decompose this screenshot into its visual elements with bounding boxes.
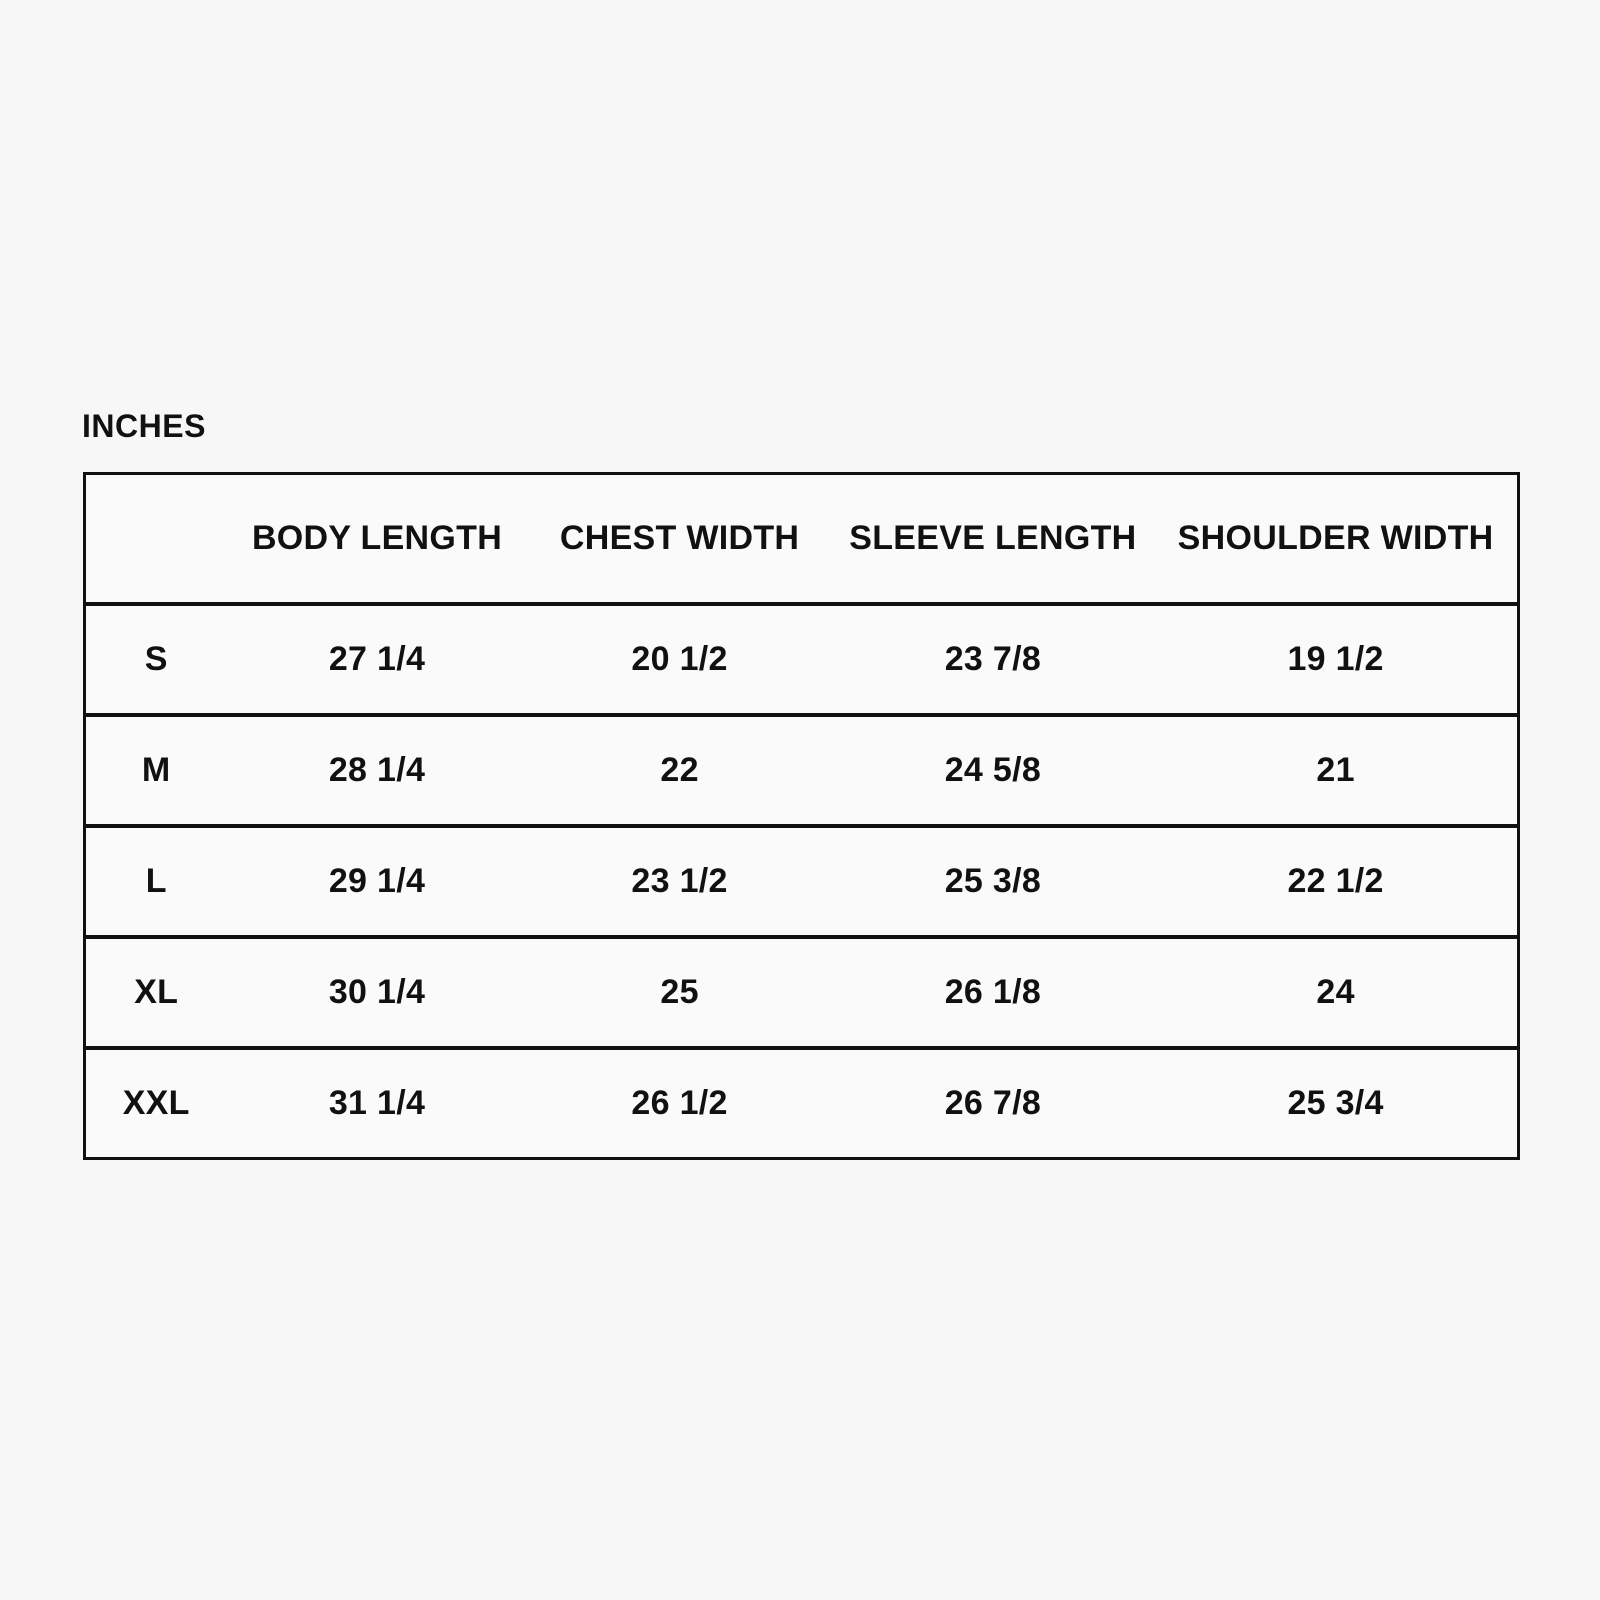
measurement-cell: 25 3/8 <box>832 826 1155 937</box>
measurement-cell: 31 1/4 <box>226 1048 527 1159</box>
measurement-cell: 26 1/2 <box>528 1048 832 1159</box>
column-header-size <box>85 474 227 605</box>
units-label: INCHES <box>82 408 206 444</box>
measurement-cell: 23 7/8 <box>944 640 1042 678</box>
measurement-cell: 25 <box>528 937 832 1048</box>
measurement-cell: 29 1/4 <box>226 826 527 937</box>
measurement-cell: 23 1/2 <box>528 826 832 937</box>
measurement-cell: 25 3/4 <box>1154 1048 1518 1159</box>
measurement-cell: 19 1/2 <box>1287 640 1384 678</box>
measurement-cell: 26 7/8 <box>832 1048 1155 1159</box>
table-row-s <box>85 604 1519 715</box>
size-label: L <box>85 826 227 937</box>
measurement-cell: 24 5/8 <box>832 715 1155 826</box>
measurement-cell: 28 1/4 <box>226 715 527 826</box>
size-chart-table <box>83 472 1520 1160</box>
measurement-cell: 22 1/2 <box>1154 826 1518 937</box>
measurement-cell: 22 <box>528 715 832 826</box>
measurement-cell: 20 1/2 <box>631 640 728 678</box>
size-label: S <box>144 640 168 678</box>
size-chart-header <box>85 474 1519 605</box>
table-row-xxl <box>85 1048 1519 1159</box>
column-header-sleeve-length: SLEEVE LENGTH <box>832 474 1155 605</box>
measurement-cell: 26 1/8 <box>832 937 1155 1048</box>
table-row-m <box>85 715 1519 826</box>
size-label: M <box>85 715 227 826</box>
column-header-chest-width: CHEST WIDTH <box>528 474 832 605</box>
size-label: XXL <box>85 1048 227 1159</box>
size-label: XL <box>85 937 227 1048</box>
header-row <box>85 474 1519 605</box>
measurement-cell: 30 1/4 <box>226 937 527 1048</box>
table-row-xl <box>85 937 1519 1048</box>
size-chart-body <box>85 604 1519 1159</box>
measurement-cell: 21 <box>1154 715 1518 826</box>
measurement-cell: 27 1/4 <box>328 640 426 678</box>
column-header-body-length: BODY LENGTH <box>226 474 527 605</box>
table-row-l <box>85 826 1519 937</box>
column-header-shoulder-width: SHOULDER WIDTH <box>1154 474 1518 605</box>
measurement-cell: 24 <box>1154 937 1518 1048</box>
